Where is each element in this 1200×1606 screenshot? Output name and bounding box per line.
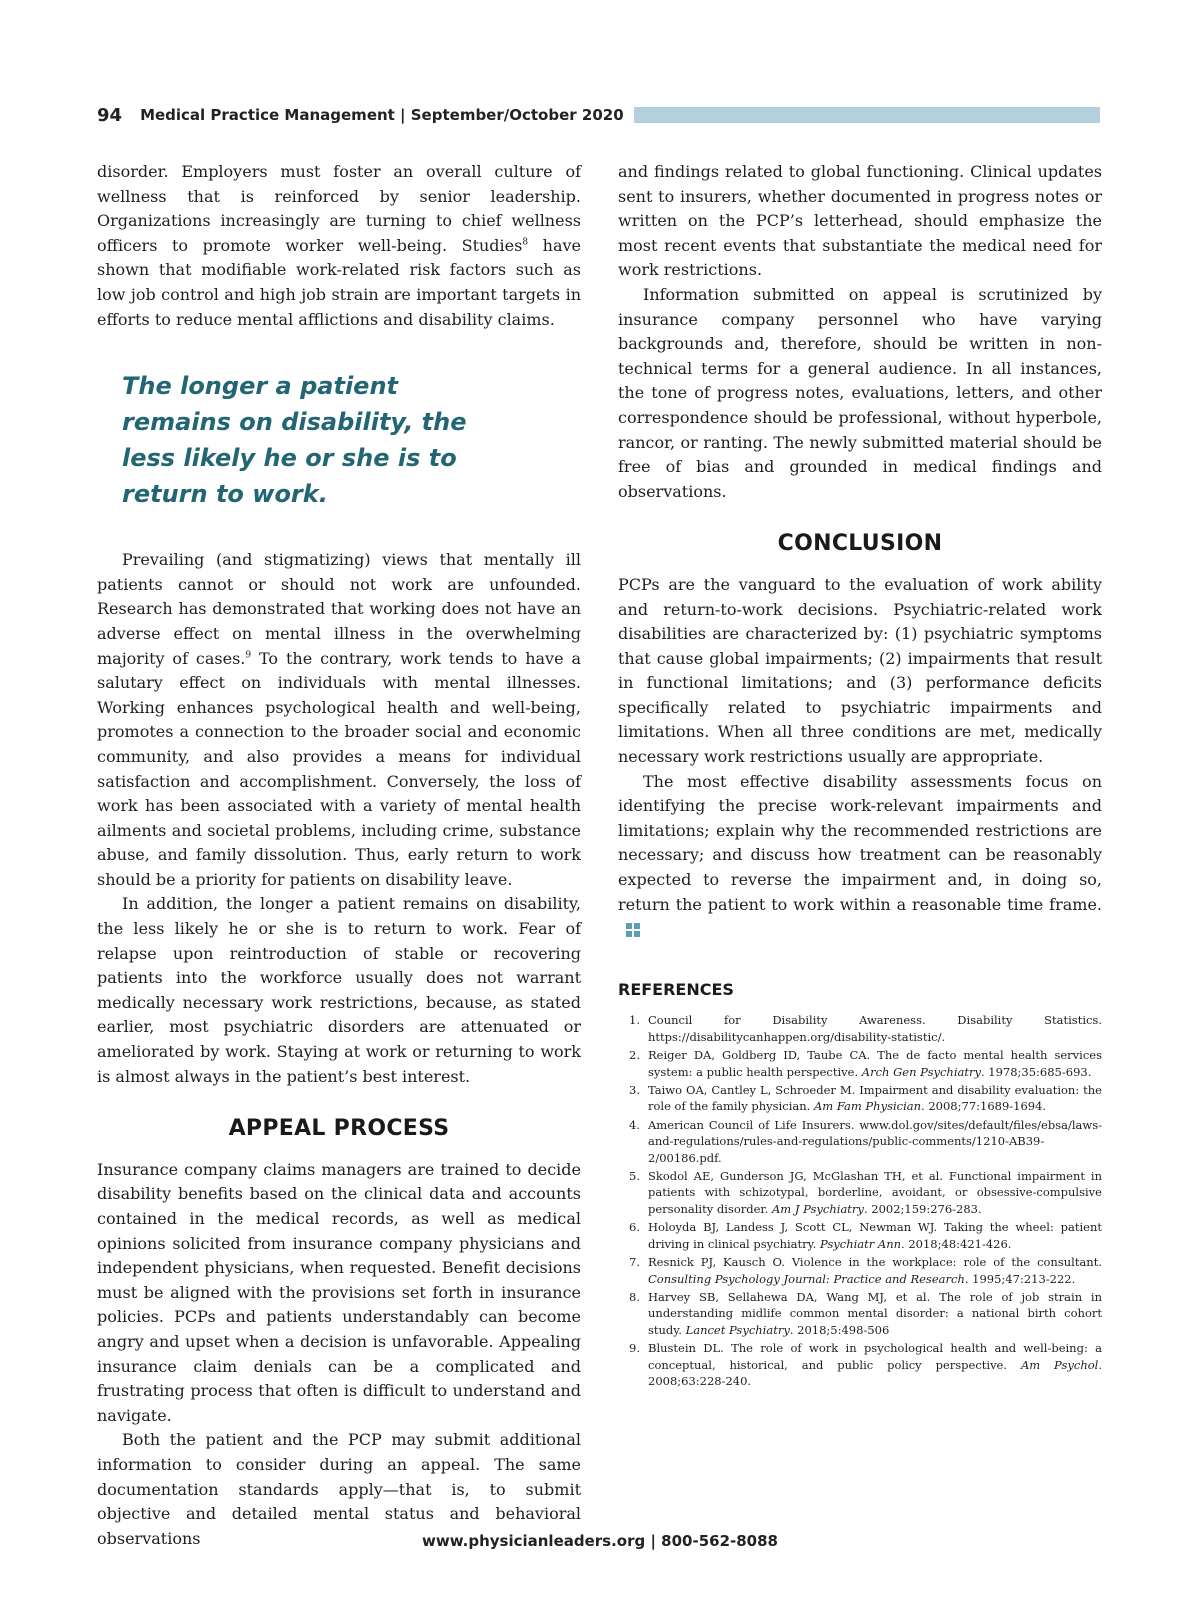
- references-list: [618, 1012, 1102, 1389]
- section-heading-conclusion: CONCLUSION: [777, 531, 943, 557]
- reference-item: [618, 1012, 1102, 1045]
- paragraph: and findings related to global functioning. Clinical updates sent to insurers, whether documented in progress notes or written on the PCP’s letterhead, should emphasize the most recent events that substantiate the medical need for work restrictions.: [618, 162, 1102, 280]
- reference-item: [618, 1340, 1102, 1389]
- reference-number: 8.: [629, 1289, 640, 1304]
- reference-number: 9.: [629, 1341, 640, 1356]
- citation-superscript: 9: [245, 650, 252, 661]
- journal-name: Am Psychol: [1020, 1357, 1099, 1372]
- reference-text: American Council of Life Insurers. www.dol.gov/sites/default/files/ebsa/laws-and-regulations/rules-and-regulations/public-comments/1210-AB39-2/00186.pdf.: [648, 1117, 1102, 1165]
- paragraph: In addition, the longer a patient remains on disability, the less likely he or she is to return to work. Fear of relapse upon reintroduction of stable or recovering patients into the workforce usually does not warrant medically necessary work restrictions, because, as stated earlier, most psychiatric disorders are attenuated or ameliorated by work. Staying at work or returning to work is almost always in the patient’s best interest.: [97, 894, 581, 1086]
- journal-name: Psychiatr Ann: [819, 1236, 902, 1251]
- reference-item: [618, 1117, 1102, 1166]
- section-heading-appeal-process: APPEAL PROCESS: [228, 1116, 450, 1142]
- reference-item: [618, 1289, 1102, 1338]
- pull-quote: The longer a patient remains on disability, the less likely he or she is to return to work.: [122, 372, 467, 509]
- journal-title: Medical Practice Management | September/October 2020: [140, 106, 624, 124]
- journal-name: Consulting Psychology Journal: Practice and Research: [648, 1271, 965, 1286]
- paragraph: disorder. Employers must foster an overall culture of wellness that is reinforced by senior leadership. Organizations increasingly are turning to chief wellness officers to promote worker well-being. Studies$^8$ have shown that modifiable work-related risk factors such as low job control and high job strain are important targets in efforts to reduce mental afflictions and disability claims.: [97, 162, 581, 329]
- reference-number: 1.: [629, 1013, 640, 1028]
- reference-text: Council for Disability Awareness. Disability Statistics. https://disabilitycanhappen.org/disability-statistic/.: [648, 1013, 1102, 1044]
- reference-text: Blustein DL. The role of work in psychological health and well-being: a conceptual, historical, and public policy perspective. Am Psychol. 2008;63:228-240.: [648, 1341, 1102, 1388]
- reference-text: Reiger DA, Goldberg ID, Taube CA. The de facto mental health services system: a public health perspective. Arch Gen Psychiatry. 1978;35:685-693.: [648, 1048, 1102, 1079]
- end-of-article-icon: [626, 923, 640, 937]
- reference-text: Holoyda BJ, Landess J, Scott CL, Newman WJ. Taking the wheel: patient driving in clinical psychiatry. Psychiatr Ann. 2018;48:421-426.: [648, 1220, 1102, 1251]
- reference-item: [618, 1168, 1102, 1217]
- reference-item: [618, 1219, 1102, 1252]
- reference-number: 5.: [629, 1169, 640, 1184]
- reference-number: 4.: [629, 1117, 640, 1132]
- paragraph: PCPs are the vanguard to the evaluation of work ability and return-to-work decisions. Psychiatric-related work disabilities are characterized by: (1) psychiatric symptoms that cause global impairments; (2) impairments that result in functional limitations; and (3) performance deficits specifically related to psychiatric impairments and limitations. When all three conditions are met, medically necessary work restrictions usually are appropriate.: [618, 574, 1102, 767]
- paragraph: Prevailing (and stigmatizing) views that mentally ill patients cannot or should not work are unfounded. Research has demonstrated that working does not have an adverse effect on mental illness in the overwhelming majority of cases.$^9$ To the contrary, work tends to have a salutary effect on individuals with mental illnesses. Working enhances psychological health and well-being, promotes a connection to the broader social and economic community, and also provides a means for individual satisfaction and accomplishment. Conversely, the loss of work has been associated with a variety of mental health ailments and societal problems, including crime, substance abuse, and family dissolution. Thus, early return to work should be a priority for patients on disability leave.: [97, 550, 581, 889]
- reference-text: Taiwo OA, Cantley L, Schroeder M. Impairment and disability evaluation: the role of the family physician. Am Fam Physician. 2008;77:1689-1694.: [648, 1083, 1102, 1114]
- reference-item: [618, 1047, 1102, 1080]
- header-rule: [634, 107, 1100, 123]
- reference-number: 6.: [629, 1220, 640, 1235]
- reference-item: [618, 1082, 1102, 1115]
- left-column: [97, 160, 581, 1551]
- running-header: [97, 100, 1100, 130]
- reference-number: 7.: [629, 1255, 640, 1270]
- journal-name: Am J Psychiatry: [771, 1201, 864, 1216]
- references-heading: REFERENCES: [618, 979, 734, 999]
- right-column: [618, 160, 1102, 1391]
- reference-text: Harvey SB, Sellahewa DA, Wang MJ, et al. The role of job strain in understanding midlife common mental disorder: a national birth cohort study. Lancet Psychiatry. 2018;5:498-506: [648, 1289, 1102, 1337]
- reference-text: Skodol AE, Gunderson JG, McGlashan TH, et al. Functional impairment in patients with schizotypal, borderline, avoidant, or obsessive-compulsive personality disorder. Am J Psychiatry. 2002;159:276-283.: [648, 1169, 1102, 1216]
- paragraph: Both the patient and the PCP may submit additional information to consider during an appeal. The same documentation standards apply—that is, to submit objective and detailed mental status and behavioral observations: [97, 1430, 581, 1548]
- reference-item: [618, 1254, 1102, 1287]
- page-number: 94: [97, 104, 123, 126]
- footer: www.physicianleaders.org | 800-562-8088: [422, 1532, 778, 1550]
- journal-name: Am Fam Physician: [813, 1099, 922, 1114]
- paragraph: The most effective disability assessments focus on identifying the precise work-relevant impairments and limitations; explain why the recommended restrictions are necessary; and discuss how treatment can be reasonably expected to reverse the impairment and, in doing so, return the patient to work within a reasonable time frame.: [618, 770, 1102, 942]
- reference-number: 3.: [629, 1083, 640, 1098]
- journal-name: Lancet Psychiatry: [685, 1322, 790, 1337]
- journal-name: Arch Gen Psychiatry: [861, 1064, 981, 1079]
- citation-superscript: 8: [522, 237, 529, 248]
- paragraph: Insurance company claims managers are trained to decide disability benefits based on the clinical data and accounts contained in the medical records, as well as medical opinions solicited from insurance company physicians and independent physicians, when requested. Benefit decisions must be aligned with the provisions set forth in insurance policies. PCPs and patients understandably can become angry and upset when a decision is unfavorable. Appealing insurance claim denials can be a complicated and frustrating process that often is difficult to understand and navigate.: [97, 1159, 581, 1425]
- reference-number: 2.: [629, 1048, 640, 1063]
- reference-text: Resnick PJ, Kausch O. Violence in the workplace: role of the consultant. Consulting Psychology Journal: Practice and Research. 1995;47:213-222.: [648, 1255, 1102, 1286]
- paragraph: Information submitted on appeal is scrutinized by insurance company personnel who have varying backgrounds and, therefore, should be written in non-technical terms for a general audience. In all instances, the tone of progress notes, evaluations, letters, and other correspondence should be professional, without hyperbole, rancor, or ranting. The newly submitted material should be free of bias and grounded in medical findings and observations.: [618, 284, 1102, 501]
